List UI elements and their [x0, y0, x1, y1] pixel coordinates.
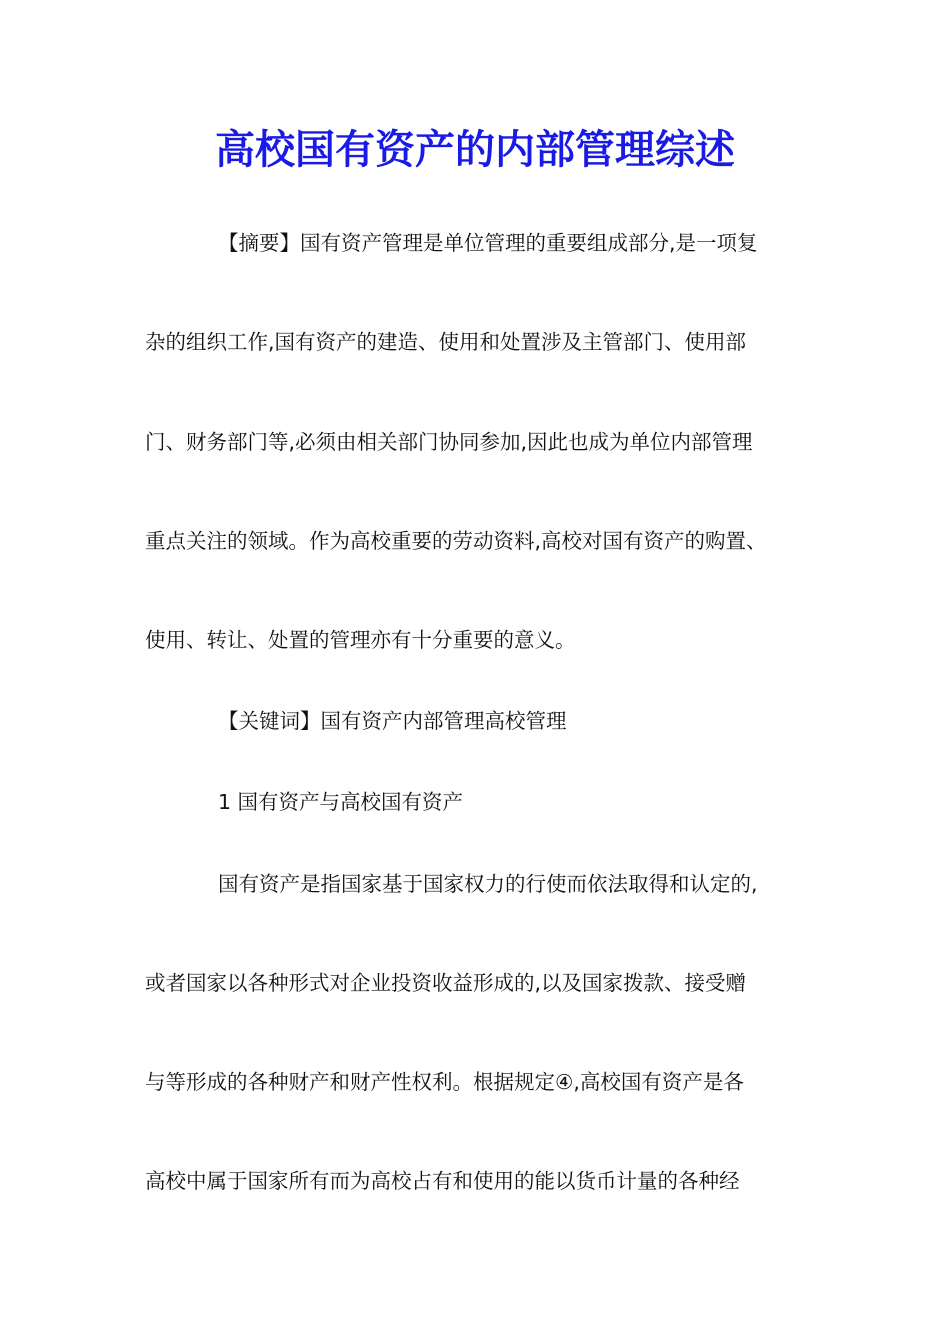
section-heading: 1 国有资产与高校国有资产 — [218, 790, 464, 814]
keywords-line: 【关键词】国有资产内部管理高校管理 — [218, 709, 567, 733]
body-line: 或者国家以各种形式对企业投资收益形成的,以及国家拨款、接受赠 — [145, 971, 747, 995]
document-title: 高校国有资产的内部管理综述 — [215, 126, 735, 173]
abstract-line: 重点关注的领域。作为高校重要的劳动资料,高校对国有资产的购置、 — [145, 529, 767, 553]
abstract-line: 门、财务部门等,必须由相关部门协同参加,因此也成为单位内部管理 — [145, 430, 753, 454]
abstract-line: 杂的组织工作,国有资产的建造、使用和处置涉及主管部门、使用部 — [145, 330, 747, 354]
body-line: 国有资产是指国家基于国家权力的行使而依法取得和认定的, — [218, 872, 758, 896]
body-line: 与等形成的各种财产和财产性权利。根据规定④,高校国有资产是各 — [145, 1070, 744, 1094]
body-line: 高校中属于国家所有而为高校占有和使用的能以货币计量的各种经 — [145, 1169, 740, 1193]
abstract-line: 使用、转让、处置的管理亦有十分重要的意义。 — [145, 628, 576, 652]
abstract-line: 【摘要】国有资产管理是单位管理的重要组成部分,是一项复 — [218, 231, 758, 255]
